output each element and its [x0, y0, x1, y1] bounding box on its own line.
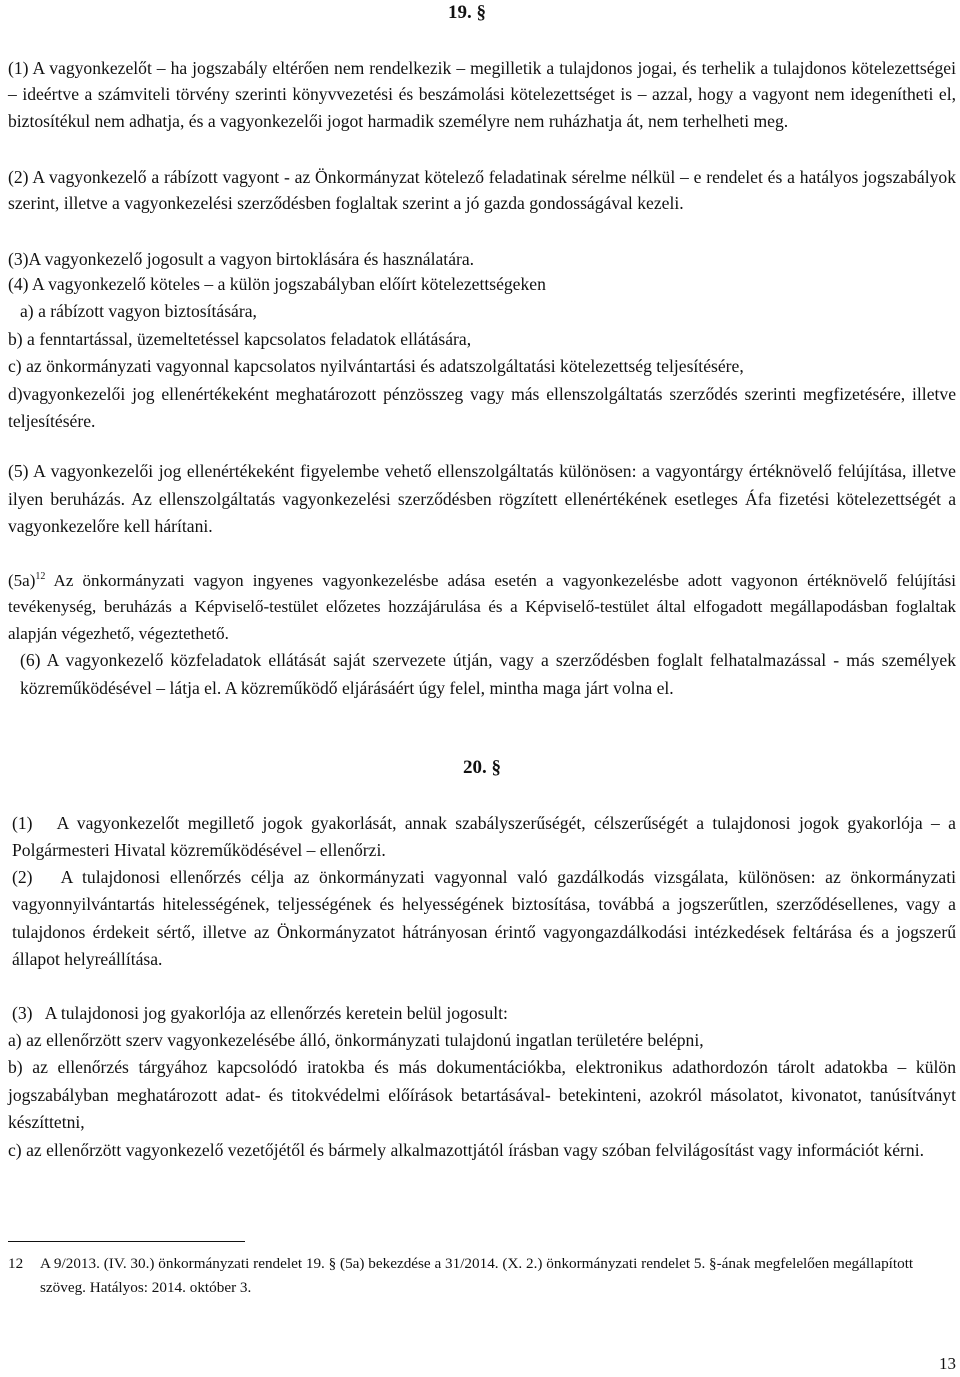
para-3-item-c: c) az ellenőrzött vagyonkezelő vezetőjétől és bármely alkalmazottjától írásban vagy szóban felvilágosítást vagy információt kérni. — [8, 1139, 924, 1160]
para-5a-label: (5a) — [8, 571, 36, 590]
section-19-para-6: (6) A vagyonkezelő közfeladatok ellátását saját szervezete útján, vagy a szerződésben foglalt felhatalmazással - más személyek közreműködésével – látja el. A közreműködő eljárásáért úgy felel, mintha maga járt volna el. — [20, 650, 956, 698]
para-3-item-b: b) az ellenőrzés tárgyához kapcsolódó iratokba és más dokumentációkba, elektronikus adathordozón tárolt adatokba – külön jogszabályban meghatározott adat- és titokvédelmi előírások betartásával- betekinteni, azokról másolatot, kivonatot, tanúsítványt készíttetni, — [8, 1057, 956, 1133]
para-4-item-c: c) az önkormányzati vagyonnal kapcsolatos nyilvántartási és adatszolgáltatási kötelezettség teljesítésére, — [8, 356, 744, 377]
footnote-text: A 9/2013. (IV. 30.) önkormányzati rendelet 19. § (5a) bekezdése a 31/2014. (X. 2.) önkormányzati rendelet 5. §-ának megfelelően megállapított szöveg. Hatályos: 2014. október 3. — [40, 1255, 914, 1296]
footnote-separator — [8, 1241, 245, 1242]
para-3-item-a: a) az ellenőrzött szerv vagyonkezelésébe álló, önkormányzati tulajdonú ingatlan területére belépni, — [8, 1030, 704, 1050]
para-4-intro: (4) A vagyonkezelő köteles – a külön jogszabályban előírt kötelezettségeken — [8, 274, 546, 294]
section-20-para-1: (1) A vagyonkezelőt megillető jogok gyakorlását, annak szabályszerűségét, célszerűségét a tulajdonosi jogok gyakorlója – a Polgármesteri Hivatal közreműködésével – ellenőrzi. — [12, 813, 960, 861]
section-20-heading: 20. § — [463, 757, 501, 778]
section-20-para-3: (3) A tulajdonosi jog gyakorlója az ellenőrzés keretein belül jogosult: — [12, 1003, 508, 1023]
section-19-para-4 — [8, 271, 956, 435]
para-4-item-d: d)vagyonkezelői jog ellenértékeként meghatározott pénzösszeg vagy más ellenszolgáltatás szerződés szerinti megfizetésére, illetve teljesítésére. — [8, 383, 956, 432]
section-19-para-2: (2) A vagyonkezelő a rábízott vagyont - az Önkormányzat kötelező feladatinak sérelme nélkül – e rendelet és a hatályos jogszabályok szerint, illetve a vagyonkezelési szerződésben foglaltak szerint a jó gazda gondosságával kezeli. — [8, 167, 956, 214]
section-20-para-3-items — [8, 1027, 956, 1164]
footnote-ref-12[interactable]: 12 — [35, 571, 46, 582]
footnote — [8, 1252, 948, 1300]
section-19-heading: 19. § — [448, 2, 486, 23]
section-20-para-2: (2) A tulajdonosi ellenőrzés célja az önkormányzati vagyonnal való gazdálkodás vizsgálata, különösen: az önkormányzati vagyonnyilvántartás hitelességének, teljességének és helyességének biztosítása, továbbá a jogszerűtlen, szerződésellenes, vagy a tulajdonos érdekeit sértő, illetve az Önkormányzatot hátrányosan érintő vagyongazdálkodási intézkedések feltárása és a jogszerű állapot helyreállítása. — [12, 867, 960, 970]
para-5a-text: Az önkormányzati vagyon ingyenes vagyonkezelésbe adása esetén a vagyonkezelésbe adott vagyonon értéknövelő felújítási tevékenység, beruházás a Képviselő-testület előzetes hozzájárulása és a Képviselő-testület által elfogadott megállapodásban foglaltak alapján végezhető, végeztethető. — [8, 571, 956, 643]
para-4-item-b: b) a fenntartással, üzemeltetéssel kapcsolatos feladatok ellátására, — [8, 328, 472, 349]
footnote-number: 12 — [8, 1255, 24, 1272]
section-19-para-3: (3)A vagyonkezelő jogosult a vagyon birtoklására és használatára. — [8, 249, 475, 269]
section-19-para-5: (5) A vagyonkezelői jog ellenértékeként figyelembe vehető ellenszolgáltatás különösen: a vagyontárgy értéknövelő felújítása, illetve ilyen beruházás. Az ellenszolgáltatás vagyonkezelési szerződésben rögzített ellenértékének esetleges Áfa fizetési kötelezettségét a vagyonkezelőre kell hárítani. — [8, 461, 956, 537]
section-19-para-1: (1) A vagyonkezelőt – ha jogszabály eltérően nem rendelkezik – megilletik a tulajdonos jogai, és terhelik a tulajdonos kötelezettségei – ideértve a számviteli törvény szerinti könyvvezetési és beszámolási kötelezettséget is – azzal, hogy a vagyont nem idegenítheti el, biztosítékul nem adhatja, és a vagyonkezelői jogot harmadik személyre nem ruházhatja át, nem terhelheti meg. — [8, 58, 956, 131]
page-number: 13 — [939, 1354, 956, 1373]
para-4-item-a: a) a rábízott vagyon biztosítására, — [20, 301, 257, 322]
section-19-para-5a — [8, 568, 956, 647]
